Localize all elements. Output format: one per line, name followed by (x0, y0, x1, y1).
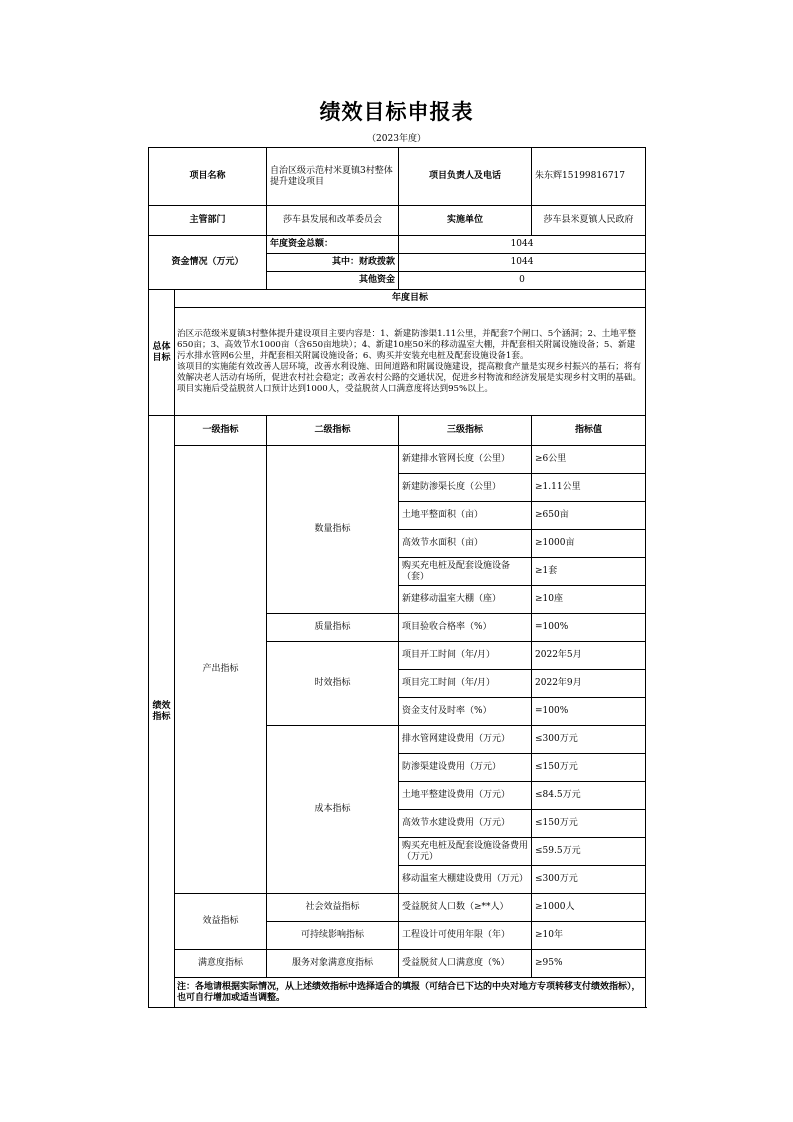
quantity-item-name: 新建移动温室大棚（座） (399, 586, 532, 614)
fiscal-value: 1044 (399, 254, 646, 272)
cost-item-name: 防渗渠建设费用（万元） (399, 754, 532, 782)
annual-total-value: 1044 (399, 236, 646, 254)
footnote: 注：各地请根据实际情况，从上述绩效指标中选择适合的填报（可结合已下达的中央对地方专项转移支付绩效指标），也可自行增加或适当调整。 (175, 978, 646, 1008)
other-funds-value: 0 (399, 272, 646, 290)
dept-label: 主管部门 (149, 206, 267, 236)
satisfaction-indicator-label: 满意度指标 (175, 950, 267, 978)
cost-item-name: 高效节水建设费用（万元） (399, 810, 532, 838)
cost-item-name: 购买充电桩及配套设施设备费用（万元） (399, 838, 532, 866)
leader-value: 朱东辉15199816717 (532, 148, 646, 206)
header-level1: 一级指标 (175, 416, 267, 446)
cost-item-name: 移动温室大棚建设费用（万元） (399, 866, 532, 894)
quantity-item-name: 新建排水管网长度（公里） (399, 446, 532, 474)
header-level3: 三级指标 (399, 416, 532, 446)
quantity-item-value: ≥1套 (532, 558, 646, 586)
dept-value: 莎车县发展和改革委员会 (267, 206, 399, 236)
output-indicator-label: 产出指标 (175, 446, 267, 894)
annual-goal-text: 治区示范级米夏镇3村整体提升建设项目主要内容是：1、新建防渗渠1.11公里，并配套7个闸口、5个涵洞；2、土地平整650亩；3、高效节水1000亩（含650亩地块）；4、新建10座50米的移动温室大棚，并配套相关附属设施设备；5、新建污水排水管网6公里，并配套相关附属设施设备；6、购买并安装充电桩及配套设施设备1套。 该项目的实施能有效改善人居环境，改善水利设施、田间道路和附属设施建设，提高粮食产量是实现乡村振兴的基石；将有效解决老人活动有场所，促进农村社会稳定；改善农村公路的交通状况，促进乡村物流和经济发展是实现乡村文明的基础。项目实施后受益脱贫人口预计达到1000人，受益脱贫人口满意度将达到95%以上。 (175, 308, 646, 416)
annual-goal-header: 年度目标 (175, 290, 646, 308)
quality-indicator-label: 质量指标 (267, 614, 399, 642)
cost-item-value: ≤59.5万元 (532, 838, 646, 866)
timeliness-indicator-label: 时效指标 (267, 642, 399, 726)
timeliness-item-value: =100% (532, 698, 646, 726)
quantity-item-value: ≥1.11公里 (532, 474, 646, 502)
satisfaction-value: ≥95% (532, 950, 646, 978)
quantity-item-value: ≥650亩 (532, 502, 646, 530)
social-benefit-name: 受益脱贫人口数（≥**人） (399, 894, 532, 922)
impl-value: 莎车县米夏镇人民政府 (532, 206, 646, 236)
fiscal-label: 其中：财政拨款 (267, 254, 399, 272)
service-satisfaction-label: 服务对象满意度指标 (267, 950, 399, 978)
timeliness-item-value: 2022年5月 (532, 642, 646, 670)
cost-indicator-label: 成本指标 (267, 726, 399, 894)
quality-item-name: 项目验收合格率（%） (399, 614, 532, 642)
sustainability-label: 可持续影响指标 (267, 922, 399, 950)
cost-item-value: ≤150万元 (532, 810, 646, 838)
cost-item-value: ≤300万元 (532, 726, 646, 754)
satisfaction-name: 受益脱贫人口满意度（%） (399, 950, 532, 978)
quantity-item-name: 购买充电桩及配套设施设备（套） (399, 558, 532, 586)
cost-item-value: ≤150万元 (532, 754, 646, 782)
project-name-label: 项目名称 (149, 148, 267, 206)
quantity-indicator-label: 数量指标 (267, 446, 399, 614)
sustainability-value: ≥10年 (532, 922, 646, 950)
impl-label: 实施单位 (399, 206, 532, 236)
quantity-item-value: ≥10座 (532, 586, 646, 614)
social-benefit-value: ≥1000人 (532, 894, 646, 922)
timeliness-item-name: 项目完工时间（年/月） (399, 670, 532, 698)
timeliness-item-value: 2022年9月 (532, 670, 646, 698)
cost-item-value: ≤300万元 (532, 866, 646, 894)
cost-item-name: 土地平整建设费用（万元） (399, 782, 532, 810)
funds-label: 资金情况（万元） (149, 236, 267, 290)
header-value: 指标值 (532, 416, 646, 446)
sustainability-name: 工程设计可使用年限（年） (399, 922, 532, 950)
project-name-value: 自治区级示范村米夏镇3村整体提升建设项目 (267, 148, 399, 206)
cost-item-name: 排水管网建设费用（万元） (399, 726, 532, 754)
social-benefit-label: 社会效益指标 (267, 894, 399, 922)
quantity-item-name: 新建防渗渠长度（公里） (399, 474, 532, 502)
page-subtitle: （2023年度） (367, 134, 426, 144)
performance-indicator-label: 绩效指标 (149, 416, 175, 1008)
performance-table (148, 147, 646, 1008)
cost-item-value: ≤84.5万元 (532, 782, 646, 810)
header-level2: 二级指标 (267, 416, 399, 446)
page-title: 绩效目标申报表 (319, 100, 474, 124)
quality-item-value: =100% (532, 614, 646, 642)
benefit-indicator-label: 效益指标 (175, 894, 267, 950)
quantity-item-name: 土地平整面积（亩） (399, 502, 532, 530)
quantity-item-value: ≥6公里 (532, 446, 646, 474)
overall-goal-label: 总体目标 (149, 290, 175, 416)
timeliness-item-name: 资金支付及时率（%） (399, 698, 532, 726)
quantity-item-value: ≥1000亩 (532, 530, 646, 558)
annual-total-label: 年度资金总额： (267, 236, 399, 254)
timeliness-item-name: 项目开工时间（年/月） (399, 642, 532, 670)
leader-label: 项目负责人及电话 (399, 148, 532, 206)
quantity-item-name: 高效节水面积（亩） (399, 530, 532, 558)
other-funds-label: 其他资金 (267, 272, 399, 290)
